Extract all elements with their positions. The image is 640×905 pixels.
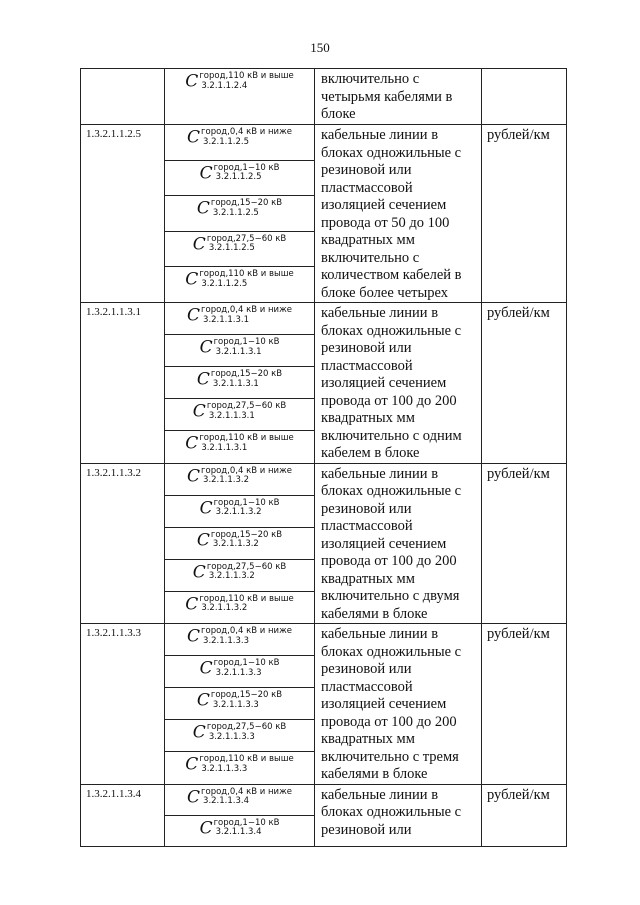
formula-subscript: 3.2.1.1.3.4 <box>215 827 262 837</box>
formula-superscript: город,1−10 кВ <box>213 817 280 828</box>
formula <box>185 69 293 92</box>
description-line: четырьмя кабелями в <box>321 88 453 105</box>
formula <box>200 496 280 519</box>
formula-superscript: город,1−10 кВ <box>213 162 280 173</box>
formula-symbol: C <box>187 787 201 807</box>
formula-subscript: 3.2.1.1.3.1 <box>215 346 262 357</box>
formula-indices <box>207 563 286 582</box>
formula-cell <box>165 815 315 846</box>
description <box>315 784 482 846</box>
description <box>315 463 482 624</box>
description-line: провода от 100 до 200 <box>321 392 457 409</box>
formula <box>187 125 292 148</box>
description <box>315 303 482 464</box>
formula <box>185 752 293 775</box>
formula-cell <box>165 231 315 267</box>
description-line: резиновой или <box>321 500 412 517</box>
formula-superscript: город,15−20 кВ <box>210 198 283 209</box>
formula-superscript: город,0,4 кВ и ниже <box>201 786 292 797</box>
formula-indices <box>201 306 292 325</box>
formula-symbol: C <box>185 594 199 615</box>
formula-superscript: город,1−10 кВ <box>213 337 280 348</box>
description-line: пластмассовой <box>321 357 413 374</box>
formula-superscript: город,0,4 кВ и ниже <box>201 626 292 636</box>
formula-symbol: C <box>187 305 201 326</box>
table-row <box>81 463 567 495</box>
formula-symbol: C <box>192 722 206 743</box>
unit: рублей/км <box>482 303 567 464</box>
formula-indices <box>199 434 293 453</box>
formula-indices <box>207 723 286 742</box>
description-line: кабелями в блоке <box>321 766 428 782</box>
formula-cell <box>165 160 315 196</box>
formula-symbol: C <box>187 127 201 148</box>
formula-cell <box>165 69 315 125</box>
item-code <box>81 69 165 125</box>
formula-superscript: город,110 кВ и выше <box>199 71 294 81</box>
formula-subscript: 3.2.1.1.3.2 <box>203 475 249 485</box>
item-code: 1.3.2.1.1.3.4 <box>81 784 165 846</box>
description-line: кабельные линии в <box>321 626 439 642</box>
formula-symbol: C <box>199 658 213 679</box>
formula-indices <box>199 72 293 91</box>
description-line: кабельные линии в <box>321 305 439 321</box>
description-line: резиновой или <box>321 340 412 356</box>
table-row <box>81 125 567 161</box>
item-code: 1.3.2.1.1.3.2 <box>81 463 165 624</box>
formula-cell <box>165 527 315 559</box>
formula-symbol: C <box>192 401 206 422</box>
formula <box>200 335 280 358</box>
formula-superscript: город,1−10 кВ <box>213 658 280 669</box>
formula-cell <box>165 720 315 752</box>
unit: рублей/км <box>482 784 567 846</box>
page-number: 150 <box>310 40 330 55</box>
formula-indices <box>201 128 292 147</box>
formula <box>185 431 293 454</box>
formula-cell <box>165 125 315 161</box>
formula-symbol: C <box>199 818 213 838</box>
formula-cell <box>165 591 315 623</box>
description-line: квадратных мм <box>321 570 415 587</box>
formula-cell <box>165 752 315 784</box>
item-code: 1.3.2.1.1.2.5 <box>81 125 165 303</box>
formula-indices <box>207 402 286 421</box>
formula-cell <box>165 431 315 463</box>
formula-subscript: 3.2.1.1.3.2 <box>215 507 262 518</box>
formula-subscript: 3.2.1.1.2.5 <box>208 243 255 254</box>
description <box>315 125 482 303</box>
formula-subscript: 3.2.1.1.2.5 <box>212 207 259 218</box>
formula-symbol: C <box>185 754 199 775</box>
table-row <box>81 624 567 656</box>
formula-symbol: C <box>199 498 213 519</box>
formula <box>200 161 280 184</box>
formula-superscript: город,27,5−60 кВ <box>206 561 287 572</box>
description-line: включительно с <box>321 249 420 266</box>
description-line: изоляцией сечением <box>321 696 447 712</box>
formula-superscript: город,0,4 кВ и ниже <box>201 465 292 476</box>
formula <box>193 399 286 422</box>
formula-superscript: город,110 кВ и выше <box>199 754 294 765</box>
formula-cell <box>165 335 315 367</box>
description-line: блоках одножильные с <box>321 804 462 820</box>
formula-subscript: 3.2.1.1.3.3 <box>203 635 249 646</box>
formula-symbol: C <box>185 269 199 290</box>
formula-indices <box>214 338 280 357</box>
formula-indices <box>201 788 292 807</box>
description-line: блоках одножильные с <box>321 322 462 339</box>
description-line: блоках одножильные с <box>321 483 462 499</box>
description-line: включительно с тремя <box>321 748 459 765</box>
formula <box>193 232 286 255</box>
formula-superscript: город,1−10 кВ <box>213 497 280 508</box>
description-line: квадратных мм <box>321 410 415 426</box>
formula-symbol: C <box>196 690 210 711</box>
description-line: провода от 100 до 200 <box>321 713 457 730</box>
formula-symbol: C <box>187 466 201 486</box>
formula-symbol: C <box>192 234 206 255</box>
formula-subscript: 3.2.1.1.3.2 <box>201 603 248 614</box>
description-line: кабелем в блоке <box>321 445 420 461</box>
formula-indices <box>199 270 293 289</box>
formula-indices <box>201 627 292 646</box>
description-line: резиновой или <box>321 821 412 838</box>
formula <box>197 196 282 219</box>
description-line: пластмассовой <box>321 179 413 196</box>
formula-superscript: город,110 кВ и выше <box>199 269 294 280</box>
description-line: квадратных мм <box>321 731 415 747</box>
formula-superscript: город,0,4 кВ и ниже <box>201 305 292 315</box>
formula-subscript: 3.2.1.1.2.5 <box>203 136 249 147</box>
unit: рублей/км <box>482 125 567 303</box>
formula <box>193 720 286 743</box>
description-line: включительно с <box>321 71 420 87</box>
formula-cell <box>165 399 315 431</box>
formula-cell <box>165 463 315 495</box>
description-line: пластмассовой <box>321 518 413 534</box>
formula <box>185 267 293 290</box>
description-line: включительно с одним <box>321 427 462 444</box>
formula-symbol: C <box>199 163 213 184</box>
formula-indices <box>211 531 282 550</box>
formula-indices <box>199 595 293 614</box>
formula-superscript: город,15−20 кВ <box>210 369 283 380</box>
unit: рублей/км <box>482 624 567 785</box>
description-line: изоляцией сечением <box>321 535 447 552</box>
formula-subscript: 3.2.1.1.3.1 <box>212 378 259 389</box>
formula-symbol: C <box>196 530 210 551</box>
formula-indices <box>214 659 280 678</box>
description <box>315 69 482 125</box>
description-line: количеством кабелей в <box>321 267 462 283</box>
formula <box>197 688 282 711</box>
item-code: 1.3.2.1.1.3.3 <box>81 624 165 785</box>
formula-subscript: 3.2.1.1.2.4 <box>201 80 248 91</box>
formula-symbol: C <box>185 71 199 92</box>
description-line: кабельные линии в <box>321 786 439 803</box>
formula-indices <box>214 499 280 518</box>
formula-superscript: город,27,5−60 кВ <box>206 722 287 733</box>
description <box>315 624 482 785</box>
formula-symbol: C <box>199 337 213 358</box>
item-code: 1.3.2.1.1.3.1 <box>81 303 165 464</box>
unit: рублей/км <box>482 463 567 624</box>
formula-subscript: 3.2.1.1.3.3 <box>201 763 248 774</box>
description-line: резиновой или <box>321 162 412 178</box>
formula-symbol: C <box>196 369 210 390</box>
description-line: кабельные линии в <box>321 465 439 482</box>
formula-cell <box>165 784 315 815</box>
description-line: блоках одножильные с <box>321 643 462 660</box>
formula-symbol: C <box>192 562 206 583</box>
formula-cell <box>165 624 315 656</box>
description-line: изоляцией сечением <box>321 375 447 391</box>
formula <box>187 624 292 647</box>
formula-superscript: город,15−20 кВ <box>210 690 283 701</box>
formula-cell <box>165 656 315 688</box>
formula-symbol: C <box>185 433 199 454</box>
description-line: изоляцией сечением <box>321 197 447 213</box>
formula <box>193 560 286 583</box>
formula-indices <box>211 199 282 218</box>
formula-subscript: 3.2.1.1.3.3 <box>215 667 262 678</box>
table-row <box>81 784 567 815</box>
formula-indices <box>214 819 280 838</box>
table-row <box>81 69 567 125</box>
unit <box>482 69 567 125</box>
formula-symbol: C <box>196 198 210 219</box>
formula-subscript: 3.2.1.1.2.5 <box>201 278 248 289</box>
tariff-table <box>80 68 567 847</box>
formula <box>200 816 280 839</box>
formula <box>200 656 280 679</box>
formula <box>197 528 282 551</box>
description-line: блоке <box>321 106 356 122</box>
formula <box>187 303 292 326</box>
formula <box>197 367 282 390</box>
formula-indices <box>211 370 282 389</box>
formula-cell <box>165 303 315 335</box>
formula-superscript: город,0,4 кВ и ниже <box>201 127 292 137</box>
formula-indices <box>201 467 292 486</box>
formula-subscript: 3.2.1.1.3.1 <box>203 314 249 325</box>
formula-indices <box>214 164 280 183</box>
description-line: пластмассовой <box>321 678 413 695</box>
formula-cell <box>165 367 315 399</box>
table-row <box>81 303 567 335</box>
formula-subscript: 3.2.1.1.3.3 <box>212 699 259 710</box>
formula-superscript: город,15−20 кВ <box>210 529 283 540</box>
formula-cell <box>165 559 315 591</box>
formula <box>187 464 292 487</box>
description-line: кабельные линии в <box>321 127 439 143</box>
description-line: провода от 50 до 100 <box>321 214 450 231</box>
formula-cell <box>165 495 315 527</box>
formula-subscript: 3.2.1.1.3.1 <box>208 410 255 421</box>
formula-cell <box>165 267 315 303</box>
formula-indices <box>199 755 293 774</box>
formula-superscript: город,110 кВ и выше <box>199 433 294 444</box>
description-line: кабелями в блоке <box>321 605 428 622</box>
formula-superscript: город,27,5−60 кВ <box>206 233 287 244</box>
formula-cell <box>165 688 315 720</box>
description-line: провода от 100 до 200 <box>321 553 457 569</box>
formula-superscript: город,110 кВ и выше <box>199 593 294 604</box>
description-line: включительно с двумя <box>321 588 460 604</box>
formula <box>187 785 292 808</box>
formula-indices <box>211 691 282 710</box>
formula-subscript: 3.2.1.1.3.4 <box>203 796 249 806</box>
formula-subscript: 3.2.1.1.3.1 <box>201 442 248 453</box>
formula-subscript: 3.2.1.1.3.2 <box>212 539 259 550</box>
formula-cell <box>165 196 315 232</box>
formula-subscript: 3.2.1.1.3.2 <box>208 571 255 582</box>
formula <box>185 592 293 615</box>
formula-superscript: город,27,5−60 кВ <box>206 401 287 412</box>
formula-subscript: 3.2.1.1.2.5 <box>215 172 262 183</box>
formula-subscript: 3.2.1.1.3.3 <box>208 731 255 742</box>
description-line: блоках одножильные с <box>321 144 462 161</box>
description-line: блоке более четырех <box>321 284 448 301</box>
description-line: резиновой или <box>321 661 412 677</box>
formula-indices <box>207 235 286 254</box>
description-line: квадратных мм <box>321 232 415 248</box>
formula-symbol: C <box>187 626 201 647</box>
